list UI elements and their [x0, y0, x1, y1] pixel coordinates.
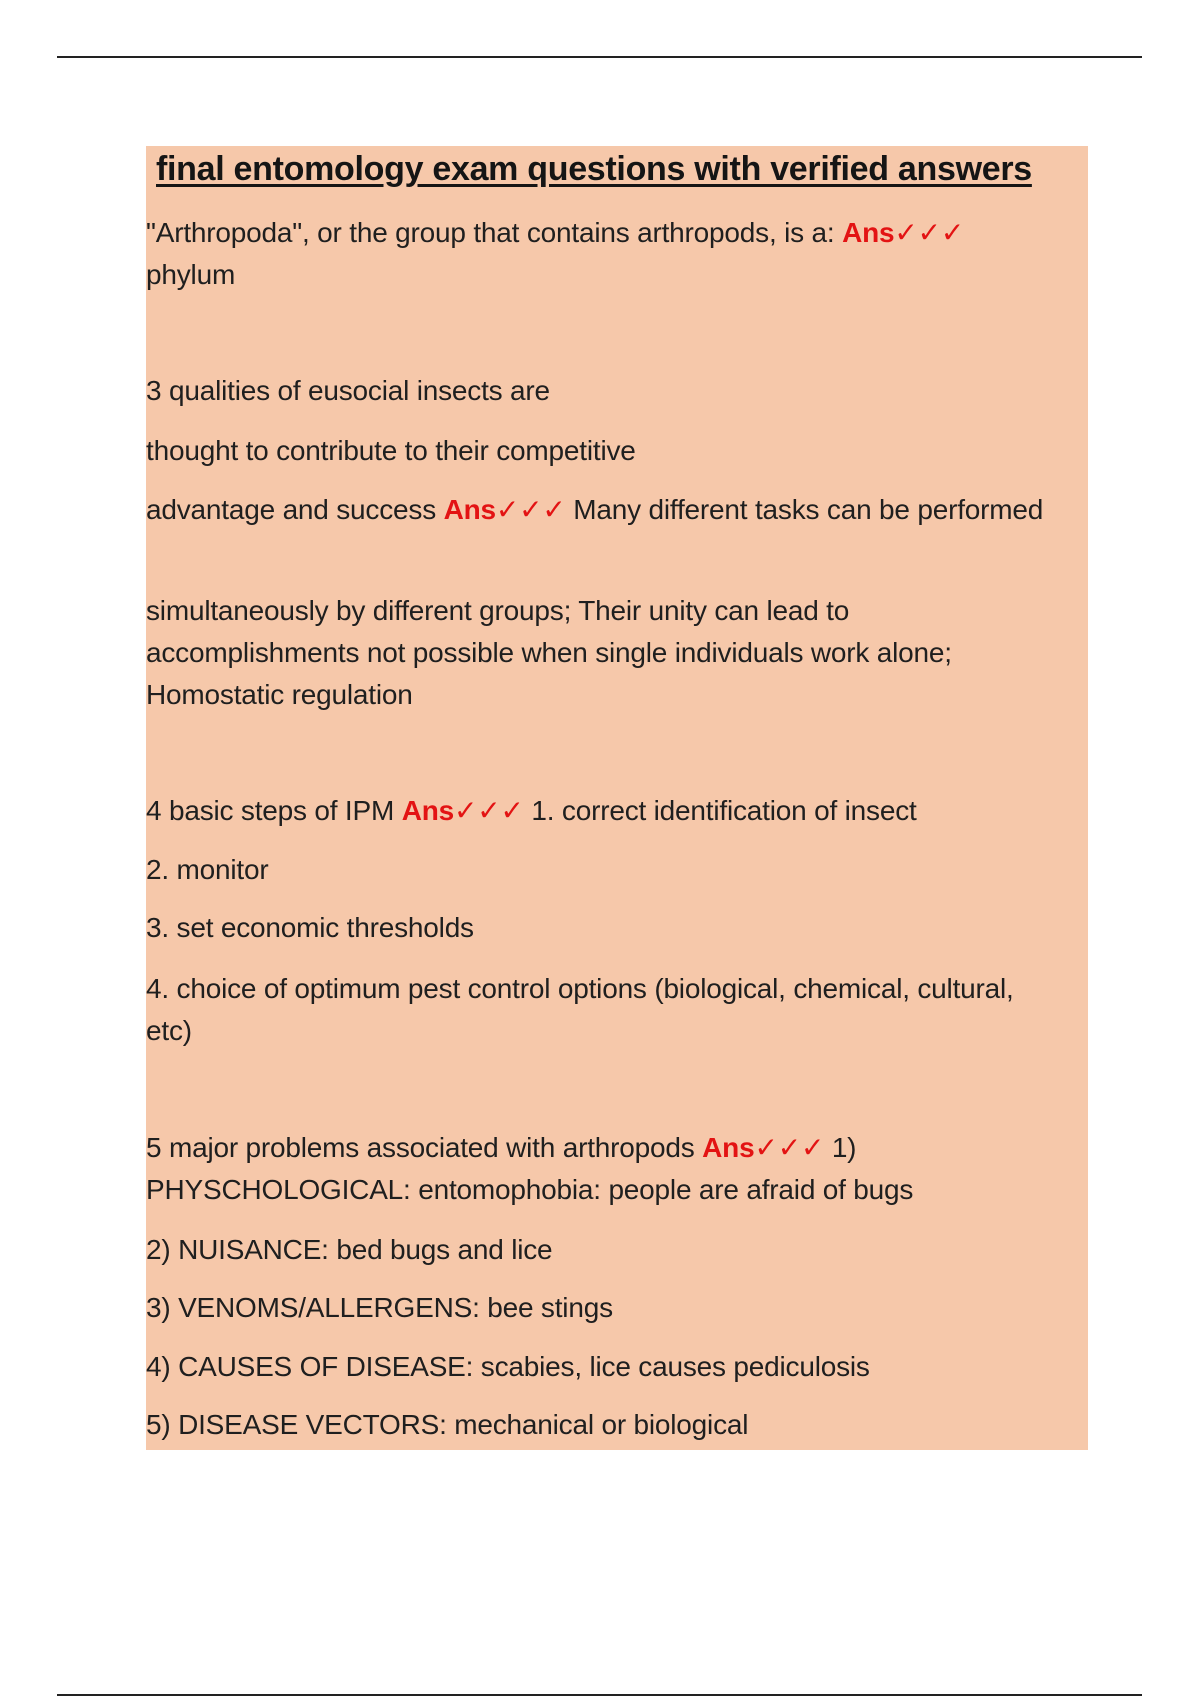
answer-text: 1) PHYSCHOLOGICAL: entomophobia: people are afraid of bugs: [146, 1132, 914, 1205]
ipm-step-3: 3. set economic thresholds: [146, 912, 474, 943]
problem-item-2: 2) NUISANCE: bed bugs and lice: [146, 1234, 553, 1265]
question-eusocial-line1: 3 qualities of eusocial insects are: [146, 375, 550, 406]
ipm-step-2: 2. monitor: [146, 854, 269, 885]
answer-label: Ans: [702, 1132, 755, 1163]
answer-text: Many different tasks can be performed: [565, 494, 1044, 525]
answer-label: Ans: [842, 217, 895, 248]
question-arthropoda: [146, 212, 1066, 296]
top-rule: [57, 56, 1142, 58]
question-text: 4 basic steps of IPM: [146, 795, 402, 826]
question-text: 5 major problems associated with arthropods: [146, 1132, 703, 1163]
question-eusocial-line2: thought to contribute to their competitive: [146, 435, 636, 466]
bottom-rule: [57, 1694, 1142, 1696]
document-title: final entomology exam questions with verified answers: [156, 150, 1032, 188]
check-marks-icon: ✓✓✓: [754, 1132, 825, 1163]
question-eusocial-line3: [146, 489, 1066, 531]
problem-item-5: 5) DISEASE VECTORS: mechanical or biological: [146, 1409, 749, 1440]
problem-item-3: 3) VENOMS/ALLERGENS: bee stings: [146, 1292, 613, 1323]
answer-label: Ans: [443, 494, 496, 525]
question-ipm: [146, 790, 1066, 832]
answer-label: Ans: [401, 795, 454, 826]
ipm-step-4: 4. choice of optimum pest control options (biological, chemical, cultural, etc): [146, 973, 1014, 1046]
check-marks-icon: ✓✓✓: [495, 494, 566, 525]
check-marks-icon: ✓✓✓: [454, 795, 524, 826]
answer-text: phylum: [146, 259, 236, 290]
exam-content-block: [146, 146, 1088, 1450]
problem-item-4: 4) CAUSES OF DISEASE: scabies, lice causes pediculosis: [146, 1351, 870, 1382]
answer-eusocial-continued: simultaneously by different groups; Their unity can lead to accomplishments not possible when single individuals work alone; Homostatic regulation: [146, 595, 952, 710]
check-marks-icon: ✓✓✓: [894, 217, 965, 248]
question-text: advantage and success: [146, 494, 444, 525]
question-text: "Arthropoda", or the group that contains arthropods, is a:: [146, 217, 843, 248]
answer-text: 1. correct identification of insect: [523, 795, 917, 826]
question-arthropod-problems: [146, 1127, 1066, 1211]
